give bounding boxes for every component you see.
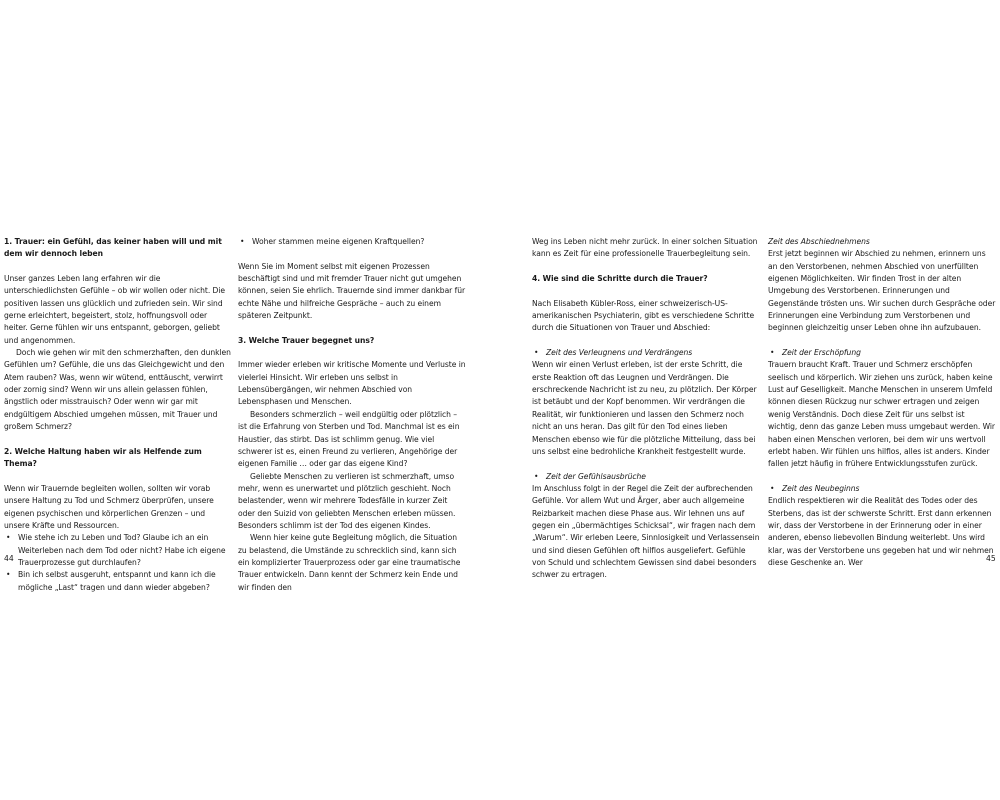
bullet-list — [4, 532, 232, 594]
paragraph: Endlich respektieren wir die Realität des Todes oder des Sterbens, das ist der schwerste Schritt. Erst dann erkennen wir, dass der Verstorbene in der Erinnerung oder in einer anderen, ebenso liebevollen Bindung weiterlebt. Uns wird klar, was der Verstorbene uns gegeben hat und wir nehmen diese Geschenke an. Wer — [768, 496, 994, 567]
paragraph: Wenn Sie im Moment selbst mit eigenen Prozessen beschäftigt sind und mit fremder Trauer nicht gut umgehen können, seien Sie ehrlich. Trauernde sind immer dankbar für echte Nähe und hilfreiche Gespräche – auch zu einem späteren Zeitpunkt. — [238, 261, 466, 321]
paragraph: Besonders schmerzlich – weil endgültig oder plötzlich – ist die Erfahrung von Sterben und Tod. Manchmal ist es ein Haustier, das stirbt. Das ist schlimm genug. Wie viel schwerer ist es, einen Freund zu verlieren, Angehörige der eigenen Familie … oder gar das eigene Kind? — [238, 409, 460, 469]
bullet-list — [238, 236, 466, 248]
page-number-left: 44 — [4, 554, 14, 563]
bullet-icon: • — [534, 348, 539, 358]
phase-title: • Zeit des Neubeginns — [768, 483, 996, 495]
heading-3: 3. Welche Trauer begegnet uns? — [238, 335, 375, 345]
phase-title: • Zeit der Erschöpfung — [768, 347, 996, 359]
list-item: • Woher stammen meine eigenen Kraftquellen? — [238, 236, 466, 248]
right-column-2 — [768, 236, 996, 569]
phase-title: • Zeit des Verleugnens und Verdrängens — [532, 347, 760, 359]
bullet-icon: • — [534, 471, 539, 481]
left-column-1 — [4, 236, 232, 594]
paragraph: Wenn wir Trauernde begleiten wollen, sollten wir vorab unsere Haltung zu Tod und Schmerz überprüfen, unsere eigenen psychischen und körperlichen Grenzen – und unsere Kräfte und Ressourcen. — [4, 483, 214, 530]
list-item: • Wie stehe ich zu Leben und Tod? Glaube ich an ein Weiterleben nach dem Tod oder nicht? Habe ich eigene Trauerprozesse gut durchlaufen? — [4, 532, 232, 569]
paragraph: Erst jetzt beginnen wir Abschied zu nehmen, erinnern uns an den Verstorbenen, nehmen Abschied von unerfüllten eigenen Möglichkeiten. Wir finden Trost in der alten Umgebung des Verstorbenen. Erinnerungen und Gegenstände trösten uns. Wir suchen durch Gespräche oder Erinnerungen eine Verbindung zum Verstorbenen und beginnen gleichzeitig unser Leben ohne ihn aufzubauen. — [768, 249, 996, 333]
page-number-right: 45 — [986, 554, 996, 563]
paragraph: Nach Elisabeth Kübler-Ross, einer schweizerisch-US-amerikanischen Psychiaterin, gibt es verschiedene Schritte durch die Situationen von Trauer und Abschied: — [532, 298, 755, 333]
heading-2: 2. Welche Haltung haben wir als Helfende zum Thema? — [4, 446, 202, 469]
paragraph: Unser ganzes Leben lang erfahren wir die unterschiedlichsten Gefühle – ob wir wollen oder nicht. Die positiven lassen uns glücklich und zufrieden sein. Wir sind gerne erleichtert, begeistert, stolz, hoffnungsvoll oder heiter. Gerne fühlen wir uns entspannt, geborgen, geliebt und angenommen. — [4, 274, 226, 345]
bullet-icon: • — [770, 348, 775, 358]
right-column-1 — [532, 236, 760, 582]
phase-title: Zeit des Abschiednehmens — [768, 237, 870, 246]
heading-1: 1. Trauer: ein Gefühl, das keiner haben will und mit dem wir dennoch leben — [4, 237, 222, 259]
paragraph: Geliebte Menschen zu verlieren ist schmerzhaft, umso mehr, wenn es unerwartet und plötzlich geschieht. Noch belastender, wenn wir mehrere Todesfälle in kurzer Zeit oder den Suizid von geliebten Menschen erleben müssen. Besonders schlimm ist der Tod des eigenen Kindes. — [238, 471, 456, 530]
paragraph: Trauern braucht Kraft. Trauer und Schmerz erschöpfen seelisch und körperlich. Wir ziehen uns zurück, haben keine Lust auf Geselligkeit. Manche Menschen in unserem Umfeld können diesen Rückzug nur schwer ertragen und zeigen wenig Verständnis. Doch diese Zeit für uns selbst ist wichtig, denn das ganze Leben muss umgebaut werden. Wir haben einen Menschen verloren, bei dem wir uns wertvoll erlebt haben. Wir fühlen uns hilflos, alles ist anders. Kinder fallen jetzt häufig in frühere Entwicklungsstufen zurück. — [768, 360, 996, 469]
paragraph: Weg ins Leben nicht mehr zurück. In einer solchen Situation kann es Zeit für eine professionelle Trauerbegleitung sein. — [532, 237, 758, 259]
list-item: • Bin ich selbst ausgeruht, entspannt und kann ich die mögliche „Last“ tragen und dann wieder abgeben? — [4, 569, 232, 594]
paragraph: Wenn hier keine gute Begleitung möglich, die Situation zu belastend, die Umstände zu schrecklich sind, kann sich ein komplizierter Trauerprozess oder gar eine traumatische Trauer entwickeln. Dann kennt der Schmerz kein Ende und wir finden den — [238, 533, 461, 592]
paragraph: Doch wie gehen wir mit den schmerzhaften, den dunklen Gefühlen um? Gefühle, die uns das Gleichgewicht und den Atem rauben? Was, wenn wir wütend, enttäuscht, verwirrt oder zornig sind? Wenn wir uns allein gelassen fühlen, ängstlich oder misstrauisch? Oder wenn wir gar mit endgültigem Abschied umgehen müssen, mit Trauer und großem Schmerz? — [4, 348, 231, 432]
heading-4: 4. Wie sind die Schritte durch die Trauer? — [532, 274, 708, 284]
bullet-icon: • — [770, 483, 775, 493]
phase-title: • Zeit der Gefühlsausbrüche — [532, 471, 760, 483]
paragraph: Wenn wir einen Verlust erleben, ist der erste Schritt, die erste Reaktion oft das Leugnen und Verdrängen. Die erschreckende Nachricht ist zu neu, zu plötzlich. Der Körper ist betäubt und der Kopf benommen. Wir verdrängen die Realität, wir funktionieren und lassen den Schmerz noch nicht an uns heran. Das gilt für den Tod eines lieben Menschen ebenso wie für die plötzliche Mitteilung, dass bei uns selbst eine bedrohliche Krankheit festgestellt wurde. — [532, 360, 757, 456]
paragraph: Immer wieder erleben wir kritische Momente und Verluste in vielerlei Hinsicht. Wir erleben uns selbst in Lebensübergängen, wir nehmen Abschied von Lebensphasen und Menschen. — [238, 360, 466, 407]
paragraph: Im Anschluss folgt in der Regel die Zeit der aufbrechenden Gefühle. Vor allem Wut und Ärger, aber auch allgemeine Reizbarkeit machen diese Phase aus. Wir lehnen uns auf gegen ein „übermächtiges Schicksal“, wir fragen nach dem „Warum“. Wir erleben Leere, Sinnlosigkeit und Verlassensein und sind diesen Gefühlen oft hilflos ausgeliefert. Gefühle von Schuld und schlechtem Gewissen sind dabei besonders schwer zu ertragen. — [532, 483, 760, 580]
left-column-2 — [238, 236, 466, 594]
